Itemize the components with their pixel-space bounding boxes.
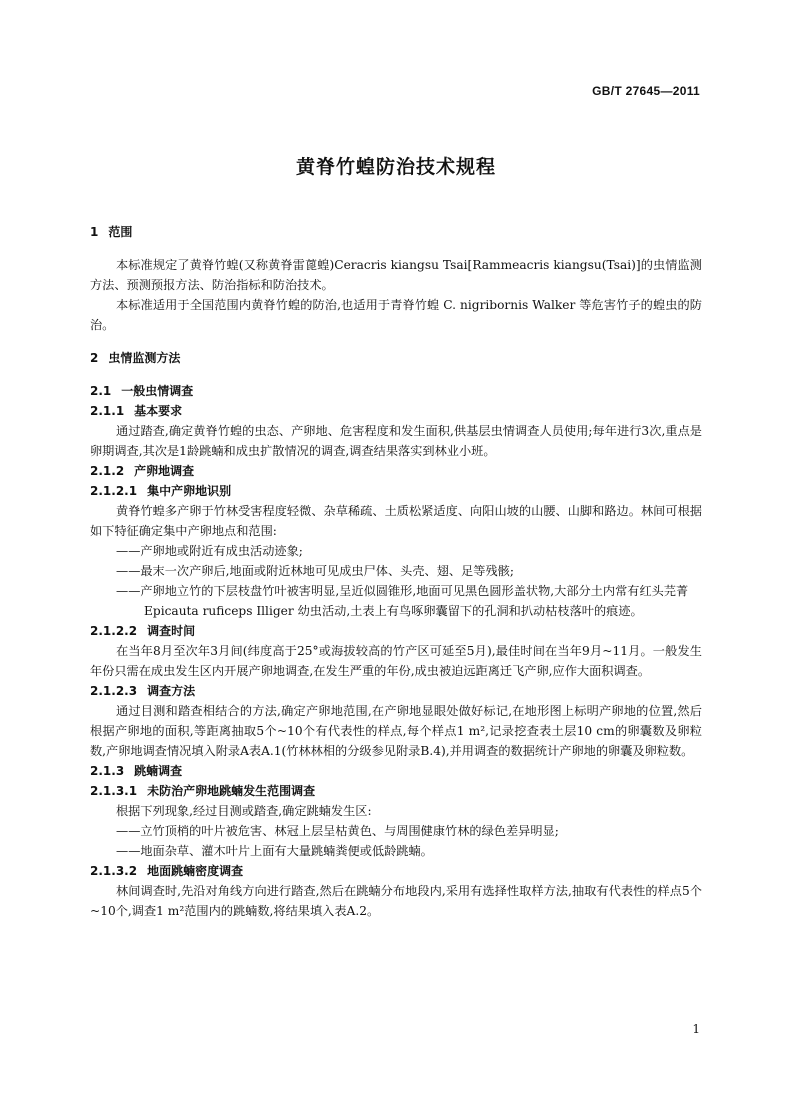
page-number: 1 [692, 1022, 700, 1036]
subsection-heading [90, 461, 702, 481]
subsection-title: 跳蝻调查 [134, 764, 183, 778]
subsection-heading [90, 481, 702, 501]
subsection-number: 2.1.2.3 [90, 684, 138, 698]
document-title: 黄脊竹蝗防治技术规程 [295, 156, 496, 178]
subsection-number: 2.1.2.1 [90, 484, 138, 498]
subsection-number: 2.1.3.1 [90, 784, 138, 798]
subsection-number: 2.1.2 [90, 464, 125, 478]
subsection-number: 2.1.2.2 [90, 624, 138, 638]
list-item: ——地面杂草、灌木叶片上面有大量跳蝻粪便或低龄跳蝻。 [116, 844, 433, 858]
section-number: 2 [90, 351, 99, 365]
subsection-heading [90, 761, 702, 781]
subsection-heading [90, 621, 702, 641]
section-heading [90, 222, 702, 242]
section-title: 虫情监测方法 [108, 351, 181, 365]
subsection-title: 集中产卵地识别 [147, 484, 232, 498]
paragraph: 本标准适用于全国范围内黄脊竹蝗的防治,也适用于青脊竹蝗 C. nigribornis Walker 等危害竹子的蝗虫的防治。 [90, 298, 702, 332]
paragraph: 在当年8月至次年3月间(纬度高于25°或海拔较高的竹产区可延至5月),最佳时间在当年9月~11月。一般发生年份只需在成虫发生区内开展产卵地调查,在发生严重的年份,成虫被迫远距离迁飞产卵,应作大面积调查。 [90, 644, 702, 678]
subsection-title: 调查时间 [147, 624, 196, 638]
document-body [90, 222, 702, 921]
subsection-number: 2.1 [90, 384, 112, 398]
list-item: ——产卵地立竹的下层枝盘竹叶被害明显,呈近似圆锥形,地面可见黑色圆形盖状物,大部分土内常有红头芫菁 Epicauta ruficeps Illiger 幼虫活动,土表上有鸟啄卵囊留下的孔洞和扒动枯枝落叶的痕迹。 [116, 584, 689, 618]
paragraph: 林间调查时,先沿对角线方向进行踏查,然后在跳蝻分布地段内,采用有选择性取样方法,抽取有代表性的样点5个~10个,调查1 m²范围内的跳蝻数,将结果填入表A.2。 [90, 884, 702, 918]
subsection-heading [90, 781, 702, 801]
standard-number: GB/T 27645—2011 [592, 84, 700, 98]
paragraph: 黄脊竹蝗多产卵于竹林受害程度轻微、杂草稀疏、土质松紧适度、向阳山坡的山腰、山脚和路边。林间可根据如下特征确定集中产卵地点和范围: [90, 504, 702, 538]
list-item: ——产卵地或附近有成虫活动迹象; [116, 544, 303, 558]
subsection-heading [90, 681, 702, 701]
subsection-title: 一般虫情调查 [121, 384, 194, 398]
list-item: ——立竹顶梢的叶片被危害、林冠上层呈枯黄色、与周围健康竹林的绿色差异明显; [116, 824, 559, 838]
subsection-number: 2.1.3 [90, 764, 125, 778]
section-title: 范围 [108, 225, 133, 239]
section-heading [90, 348, 702, 368]
subsection-title: 调查方法 [147, 684, 196, 698]
section-number: 1 [90, 225, 99, 239]
paragraph: 通过踏查,确定黄脊竹蝗的虫态、产卵地、危害程度和发生面积,供基层虫情调查人员使用;每年进行3次,重点是卵期调查,其次是1龄跳蝻和成虫扩散情况的调查,调查结果落实到林业小班。 [90, 424, 702, 458]
paragraph: 根据下列现象,经过目测或踏查,确定跳蝻发生区: [116, 804, 372, 818]
subsection-heading [90, 381, 702, 401]
subsection-title: 地面跳蝻密度调查 [147, 864, 244, 878]
subsection-title: 未防治产卵地跳蝻发生范围调查 [147, 784, 316, 798]
subsection-number: 2.1.1 [90, 404, 125, 418]
subsection-heading [90, 861, 702, 881]
subsection-number: 2.1.3.2 [90, 864, 138, 878]
paragraph: 本标准规定了黄脊竹蝗(又称黄脊雷蓖蝗)Ceracris kiangsu Tsai[Rammeacris kiangsu(Tsai)]的虫情监测方法、预测预报方法、防治指标和防治技术。 [90, 258, 702, 292]
subsection-title: 基本要求 [134, 404, 183, 418]
subsection-title: 产卵地调查 [134, 464, 195, 478]
list-item: ——最末一次产卵后,地面或附近林地可见成虫尸体、头壳、翅、足等残骸; [116, 564, 514, 578]
paragraph: 通过目测和踏查相结合的方法,确定产卵地范围,在产卵地显眼处做好标记,在地形图上标明产卵地的位置,然后根据产卵地的面积,等距离抽取5个~10个有代表性的样点,每个样点1 m²,记录挖查表土层10 cm的卵囊数及卵粒数,产卵地调查情况填入附录A表A.1(竹林林相的分级参见附录B.4),并用调查的数据统计产卵地的卵囊及卵粒数。 [90, 704, 702, 758]
subsection-heading [90, 401, 702, 421]
